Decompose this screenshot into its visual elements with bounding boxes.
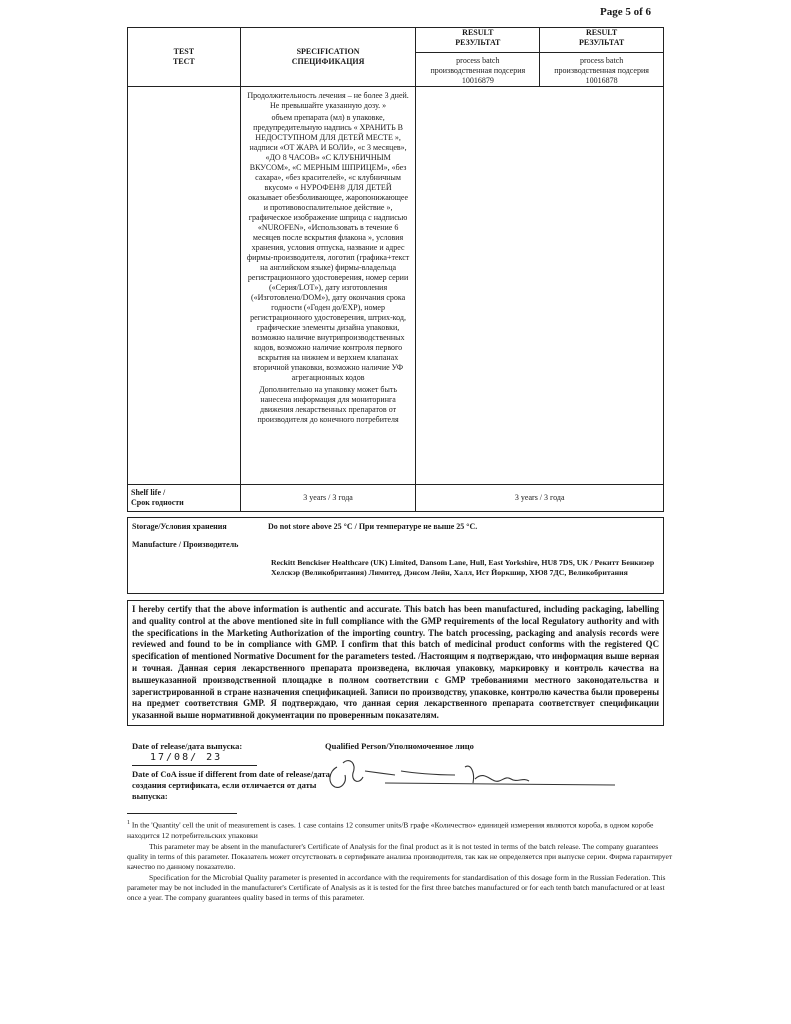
batch-1: process batch производственная подсерия 10016879 [416,53,540,87]
page-number: Page 5 of 6 [600,6,652,18]
footnote-1: $^1$ In the 'Quantity' cell the unit of measurement is cases. 1 case contains 12 consumer units/В графе «Количество» единицей измерения являются короба, в одном коробе находится 12 потребительских упаковки [127,820,654,840]
manufacture-label: Manufacture / Производитель [132,540,239,549]
header-test: TEST ТЕСТ [128,28,241,87]
spec-table [127,27,664,512]
batch-2: process batch производственная подсерия 10016878 [540,53,664,87]
result-cell-empty [416,87,664,485]
coa-date-label: Date of CoA issue if different from date of release/дата создания сертификата, если отличается от даты выпуска: [132,769,330,801]
labelling-specification: Продолжительность лечения – не более 3 дней. Не превышайте указанную дозу. » объем препарата (мл) в упаковке, предупредительную надпись « ХРАНИТЬ В НЕДОСТУПНОМ ДЛЯ ДЕТЕЙ МЕСТЕ », надписи «ОТ ЖАРА И БОЛИ», «с 3 месяцев», «ДО 8 ЧАСОВ» «С КЛУБНИЧНЫМ ВКУСОМ», «С МЕРНЫМ ШПРИЦЕМ», «без сахара», «без красителей», «с клубничным вкусом» « НУРОФЕН® ДЛЯ ДЕТЕЙ оказывает обезболивающее, жаропонижающее и противовоспалительное действие », графическое изображение шприца с надписью «NUROFEN», «Использовать в течение 6 месяцев после вскрытия флакона », условия хранения, условия отпуска, название и адрес фирмы-производителя, логотип (графика+текст на английском языке) фирмы-владельца регистрационного удостоверения, номер серии («Серия/LOT»), дату изготовления («Изготовлено/DOM»), дату окончания срока годности («Годен до/EXP), номер регистрационного удостоверения, штрих-код, графические элементы дизайна упаковки, возможно наличие внутрипроизводственных кодов, возможно наличие контроля первого вскрытия на нижнем и верхнем клапанах вторичной упаковки, возможно наличие УФ агрегационных кодов Дополнительно на упаковку может быть нанесена информация для мониторинга движения лекарственных препаратов от производителя до конечного потребителя [240,87,416,485]
footnote-2: This parameter may be absent in the manufacturer's Certificate of Analysis for the final product as it is not tested in terms of the batch release. The company guarantees quality in terms of this parameter. Показатель может отсутствовать в сертификате анализа производителя, так как не определяется при выпуске серии. Фирма гарантирует качество по данному показателю. [127,841,673,871]
shelf-life-result: 3 years / 3 года [416,485,664,512]
storage-manufacture-block [127,517,664,594]
shelf-life-spec: 3 years / 3 года [240,485,416,512]
footnotes [127,818,674,904]
header-result-2: RESULT РЕЗУЛЬТАТ [540,28,664,53]
storage-label: Storage/Условия хранения [132,522,227,531]
manufacture-value: Reckitt Benckiser Healthcare (UK) Limited, Dansom Lane, Hull, East Yorkshire, HU8 7DS, UK / Рекитт Бенкизер Хелскэр (Великобритания) Лимитед, Дэнсом Лейн, Халл, Ист Йоркшир, ХЮ8 7ДС, Великобритания [271,558,655,577]
release-date-line [132,765,257,766]
storage-value: Do not store above 25 °C / При температуре не выше 25 °C. [268,522,478,531]
footnote-3: Specification for the Microbial Quality parameter is presented in accordance with the requirements for standardisation of this dosage form in the Russian Federation. This parameter may be not included in the manufacturer's Certificate of Analysis as it is tested for the first three batches manufactured or for each tenth batch manufactured or at least once a year. The company guarantees quality based in terms of this parameter. [127,873,666,903]
test-cell-empty [128,87,241,485]
qualified-person-signature [325,753,625,793]
footnote-rule [127,813,237,814]
header-specification: SPECIFICATION СПЕЦИФИКАЦИЯ [240,28,416,87]
qualified-person-label: Qualified Person/Уполномоченное лицо [325,741,474,751]
shelf-life-label: Shelf life / Срок годности [128,485,241,512]
release-date-label: Date of release/дата выпуска: [132,741,243,751]
certification-statement: I hereby certify that the above information is authentic and accurate. This batch has been manufactured, including packaging, labelling and quality control at the above mentioned site in full compliance with the GMP requirements of the local Regulatory authority and with the specifications in the Marketing Authorization of the importing country. The batch processing, packaging and analysis records were reviewed and found to be in compliance with GMP. I confirm that this batch of medicinal product conforms with the registered QC specification of mentioned Normative Document for the parameters tested. /Настоящим я подтверждаю, что информация выше верная и точная. Данная серия лекарственного препарата произведена, включая упаковку, маркировку и контроль качества на вышеуказанной производственной площадке в полном соответствии с GMP требованиями местного законодательства и зарегистрированной в стране назначения спецификацией. Записи по производству, упаковке, контролю качества были проверены на предмет соответствия GMP. Я подтверждаю, что данная серия лекарственного препарата соответствует спецификации указанной выше нормативной документации по проверенным показателям. [127,600,664,726]
release-date-value: 17/08/ 23 [150,752,223,763]
header-result-1: RESULT РЕЗУЛЬТАТ [416,28,540,53]
